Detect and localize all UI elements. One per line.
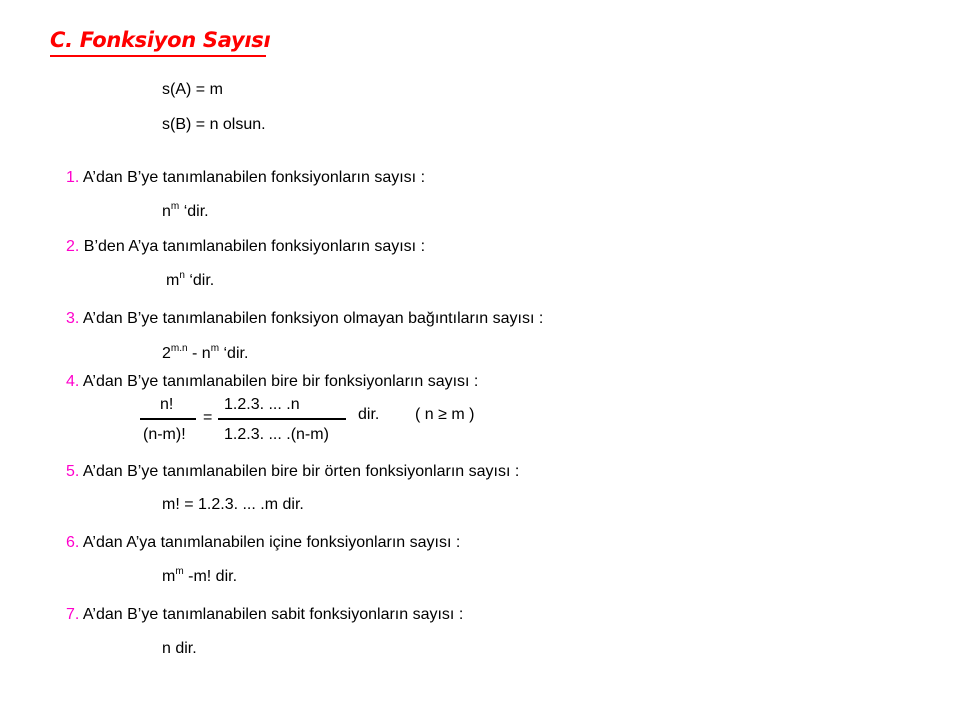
result-middle: - n <box>187 345 211 362</box>
rule-text: A’dan B’ye tanımlanabilen bire bir fonksiyonların sayısı : <box>79 373 479 390</box>
rule-number: 2. <box>66 238 80 255</box>
rule-1-result <box>162 203 209 221</box>
result-tail: -m! dir. <box>183 568 238 585</box>
rule-text: A’dan A’ya tanımlanabilen içine fonksiyonların sayısı : <box>79 534 461 551</box>
fraction-1-numerator: n! <box>160 396 174 413</box>
rule-number: 4. <box>66 373 80 390</box>
section-title: C. Fonksiyon Sayısı <box>50 28 271 52</box>
result-exponent: m <box>170 201 180 212</box>
fraction-1-denominator: (n-m)! <box>143 426 186 443</box>
given-line-1: s(A) = m <box>162 81 223 98</box>
fraction-2-denominator: 1.2.3. ... .(n-m) <box>224 426 329 443</box>
rule-4-condition <box>415 406 474 424</box>
rule-6-result <box>162 568 237 586</box>
rule-4-heading <box>66 373 478 391</box>
result-exponent: m <box>175 566 184 577</box>
condition-close: m ) <box>451 406 475 423</box>
rule-3-heading <box>66 310 543 328</box>
rule-2-heading <box>66 238 425 256</box>
given-line-2: s(B) = n olsun. <box>162 116 266 133</box>
rule-1-heading <box>66 169 425 187</box>
rule-text: A’dan B’ye tanımlanabilen sabit fonksiyonların sayısı : <box>79 606 464 623</box>
rule-7-heading <box>66 606 463 624</box>
rule-5-heading <box>66 463 519 481</box>
rule-number: 1. <box>66 169 80 186</box>
rule-2-result <box>166 272 214 290</box>
rule-number: 3. <box>66 310 80 327</box>
result-tail: ‘dir. <box>219 345 249 362</box>
rule-text: A’dan B’ye tanımlanabilen bire bir örten fonksiyonların sayısı : <box>79 463 520 480</box>
rule-5-result: m! = 1.2.3. ... .m dir. <box>162 496 304 513</box>
rule-3-result <box>162 345 248 363</box>
result-base: m <box>166 272 180 289</box>
fraction-2-bar <box>218 418 346 420</box>
rule-number: 6. <box>66 534 80 551</box>
rule-text: A’dan B’ye tanımlanabilen fonksiyon olmayan bağıntıların sayısı : <box>79 310 544 327</box>
result-exponent: n <box>179 270 185 281</box>
result-base: 2 <box>162 345 171 362</box>
rule-number: 5. <box>66 463 80 480</box>
rule-text: B’den A’ya tanımlanabilen fonksiyonların sayısı : <box>79 238 426 255</box>
greater-equal-symbol: ≥ <box>438 406 447 423</box>
fraction-1-bar <box>140 418 196 420</box>
title-underline <box>50 55 266 57</box>
rule-text: A’dan B’ye tanımlanabilen fonksiyonların sayısı : <box>79 169 426 186</box>
fraction-2-numerator: 1.2.3. ... .n <box>224 396 300 413</box>
result-exponent-2: m <box>210 343 220 354</box>
result-tail: ‘dir. <box>179 203 209 220</box>
result-exponent: m.n <box>170 343 188 354</box>
rule-number: 7. <box>66 606 80 623</box>
rule-6-heading <box>66 534 460 552</box>
rule-4-tail: dir. <box>358 406 380 423</box>
result-base: m <box>162 568 176 585</box>
result-tail: ‘dir. <box>184 272 215 289</box>
result-base: n <box>162 203 171 220</box>
equals-sign: = <box>203 409 213 426</box>
rule-7-result: n dir. <box>162 640 197 657</box>
condition-open: ( n <box>415 406 434 423</box>
